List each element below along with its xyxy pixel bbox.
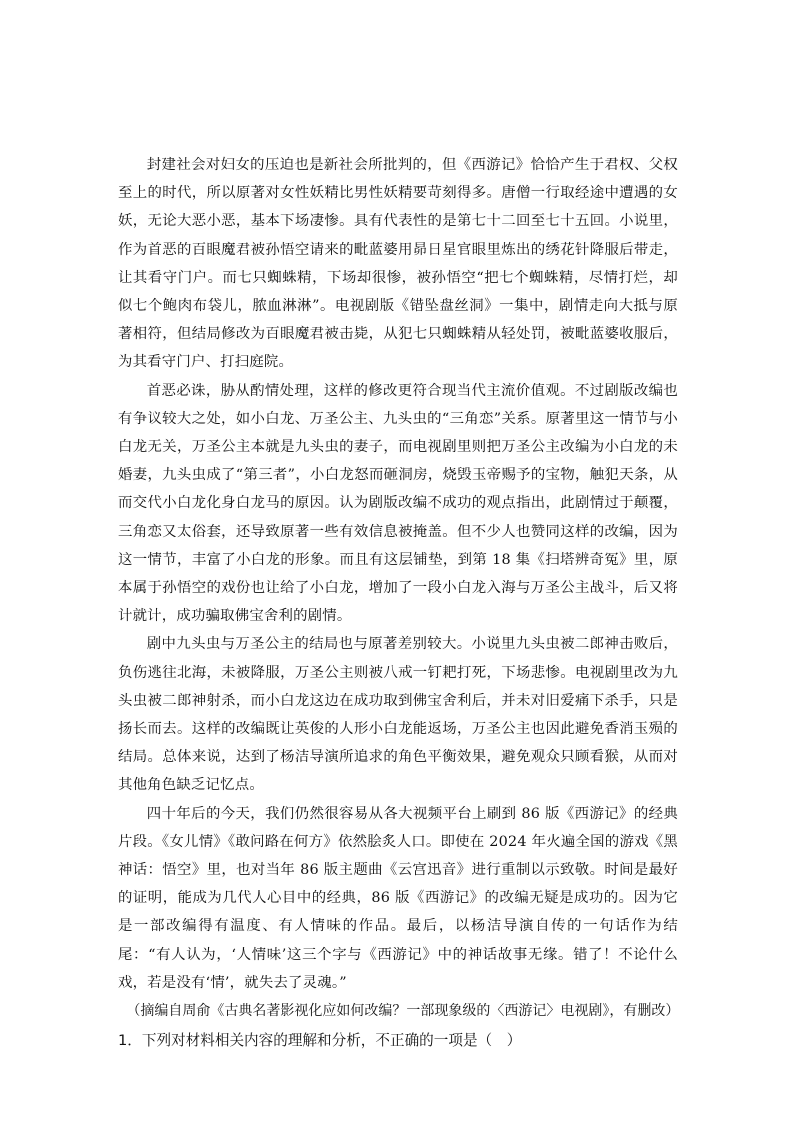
source-citation: （摘编自周俞《古典名著影视化应如何改编？一部现象级的〈西游记〉电视剧》，有删改） xyxy=(126,1003,680,1020)
article-paragraph-4: 四十年后的今天，我们仍然很容易从各大视频平台上刷到 86 版《西游记》的经典片段。《女儿情》《敢问路在何方》依然脍炙人口。即使在 2024 年火遍全国的游戏《黑神话：悟空》里，也对当年 86 版主题曲《云宫迅音》进行重制以示致敬。时间是最好的证明，能成为几代人心目中的经典，86 版《西游记》的改编无疑是成功的。因为它是一部改编得有温度、有人情味的作品。最后，以杨洁导演自传的一句话作为结尾：“有人认为，‘人情味’这三个字与《西游记》中的神话故事无缘。错了！不论什么戏，若是没有‘情’，就失去了灵魂。” xyxy=(118,805,678,991)
article-paragraph-3: 剧中九头虫与万圣公主的结局也与原著差别较大。小说里九头虫被二郎神击败后，负伤逃往北海，未被降服，万圣公主则被八戒一钉耙打死，下场悲惨。电视剧里改为九头虫被二郎神射杀，而小白龙这边在成功取到佛宝舍利后，并未对旧爱痛下杀手，只是扬长而去。这样的改编既让英俊的人形小白龙能返场，万圣公主也因此避免香消玉殒的结局。总体来说，达到了杨洁导演所追求的角色平衡效果，避免观众只顾看猴，从而对其他角色缺乏记忆点。 xyxy=(118,636,678,794)
article-paragraph-1: 封建社会对妇女的压迫也是新社会所批判的，但《西游记》恰恰产生于君权、父权至上的时代，所以原著对女性妖精比男性妖精要苛刻得多。唐僧一行取经途中遭遇的女妖，无论大恶小恶，基本下场凄惨。具有代表性的是第七十二回至七十五回。小说里，作为首恶的百眼魔君被孙悟空请来的毗蓝婆用昴日星官眼里炼出的绣花针降服后带走，让其看守门户。而七只蜘蛛精，下场却很惨，被孙悟空“把七个蜘蛛精，尽情打烂，却似七个鲍肉布袋儿，脓血淋淋”。电视剧版《错坠盘丝洞》一集中，剧情走向大抵与原著相符，但结局修改为百眼魔君被击毙，从犯七只蜘蛛精从轻处罚，被毗蓝婆收服后，为其看守门户、打扫庭院。 xyxy=(118,157,678,371)
question-1: 1．下列对材料相关内容的理解和分析，不正确的一项是（ ） xyxy=(118,1032,522,1050)
article-paragraph-2: 首恶必诛，胁从酌情处理，这样的修改更符合现当代主流价值观。不过剧版改编也有争议较大之处，如小白龙、万圣公主、九头虫的“三角恋”关系。原著里这一情节与小白龙无关，万圣公主本就是九头虫的妻子，而电视剧里则把万圣公主改编为小白龙的未婚妻，九头虫成了“第三者”，小白龙怒而砸洞房，烧毁玉帝赐予的宝物，触犯天条，从而交代小白龙化身白龙马的原因。认为剧版改编不成功的观点指出，此剧情过于颠覆，三角恋又太俗套，还导致原著一些有效信息被掩盖。但不少人也赞同这样的改编，因为这一情节，丰富了小白龙的形象。而且有这层铺垫，到第 18 集《扫塔辨奇冤》里，原本属于孙悟空的戏份也让给了小白龙，增加了一段小白龙入海与万圣公主战斗，后又将计就计，成功骗取佛宝舍利的剧情。 xyxy=(118,382,678,625)
document-page xyxy=(118,151,678,1055)
